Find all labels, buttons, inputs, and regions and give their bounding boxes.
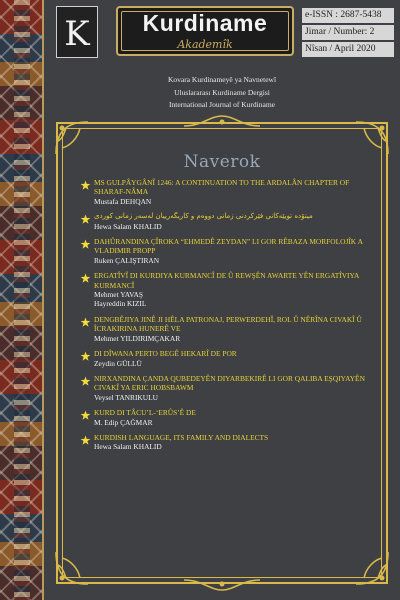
article-title[interactable]: ERGATÎVÎ DI KURDIYA KURMANCÎ DE Û REWŞÊN AWARTE YÊN ERGATÎVIYA KURMANCÎ [94,271,359,290]
table-of-contents [80,178,380,458]
journal-names [44,74,400,112]
journal-name-english: International Journal of Kurdiname [168,100,275,109]
star-icon [80,212,91,223]
article-entry[interactable] [80,433,380,452]
issue-number: Jimar / Number: 2 [302,25,394,40]
article-author: M. Edip ÇAĞMAR [94,417,153,427]
article-title[interactable]: میتۆدە تویێەکانی فێرکردنی زمانی دووەم و کاریگەرییان لەسەر زمانی کوردی [94,212,313,221]
kilim-pattern [14,0,30,600]
article-author: Mehmet YILDIRIMÇAKAR [94,333,181,343]
article-entry[interactable] [80,212,380,231]
article-title[interactable]: DENGBÊJIYA JINÊ JI HÊLA PATRONAJ, PERWERDEHÎ, ROL Û NÊRÎNA CIVAKÎ Û ÎCRAKIRINA HUNERÊ VE [94,314,362,334]
ornament-top [182,114,262,130]
article-author: Hewa Salam KHALID [94,442,162,452]
title-plate [116,6,294,56]
journal-logo [56,6,98,58]
article-entry[interactable] [80,374,380,402]
star-icon [80,178,91,189]
article-title[interactable]: KURD DI TÂCU’L-‘ERÛS’Ê DE [94,408,196,418]
star-icon [80,271,91,282]
issn-label: e-ISSN : 2687-5438 [302,8,394,23]
article-entry[interactable] [80,349,380,368]
article-author: Hewa Salam KHALID [94,221,162,231]
logo-k-icon [59,9,95,55]
article-title[interactable]: KURDISH LANGUAGE, ITS FAMILY AND DIALECTS [94,432,269,442]
article-title[interactable]: DAHÛRANDINA ÇÎROKA “EHMEDÊ ZEYDAN” LI GOR RÊBAZA MORFOLOJÎK A VLADIMIR PROPP [94,237,363,256]
article-author: Mehmet YAVAŞ [94,290,143,300]
article-author: Hayreddin KIZIL [94,299,147,309]
article-entry[interactable] [80,315,380,343]
article-title[interactable]: NIRXANDINA ÇANDA QUBEDEYÊN DIYARBEKIRÊ LI GOR QALIBA EŞQIYAYÊN CIVAKÎ YA ERIC HOBSBAWM [94,373,365,393]
ornament-bottom [182,576,262,592]
article-author: Ruken ÇALIŞTIRAN [94,255,160,265]
article-title[interactable]: DI DÎWANA PERTO BEGÊ HEKARÎ DE POR [94,349,237,359]
ornament-corner [352,548,392,588]
article-title[interactable]: MS GULPÂYGÂNÎ 1246: A CONTINUATION TO THE ARDALÂN CHAPTER OF SHARAF-NÂMA [94,178,350,197]
article-author: Mustafa DEHQAN [94,196,152,206]
star-icon [80,408,91,419]
journal-subtitle: Akademîk [177,38,233,51]
star-icon [80,315,91,326]
article-entry[interactable] [80,408,380,427]
article-author: Zeydin GÜLLÜ [94,358,142,368]
article-entry[interactable] [80,271,380,309]
issue-info [302,8,394,57]
article-entry[interactable] [80,178,380,206]
logo-letter: K [64,14,90,54]
article-entry[interactable] [80,237,380,265]
journal-title: Kurdiname [142,10,268,36]
contents-title: Naverok [183,152,261,172]
article-author: Veysel TANRIKULU [94,392,158,402]
star-icon [80,374,91,385]
journal-name-kurdish: Kovara Kurdinameyê ya Navnetewî [167,75,277,84]
issue-date: Nîsan / April 2020 [302,42,394,57]
star-icon [80,433,91,444]
star-icon [80,349,91,360]
ornament-corner [52,548,92,588]
star-icon [80,237,91,248]
journal-name-turkish: Uluslararası Kurdiname Dergisi [174,87,270,97]
kilim-border [0,0,44,600]
